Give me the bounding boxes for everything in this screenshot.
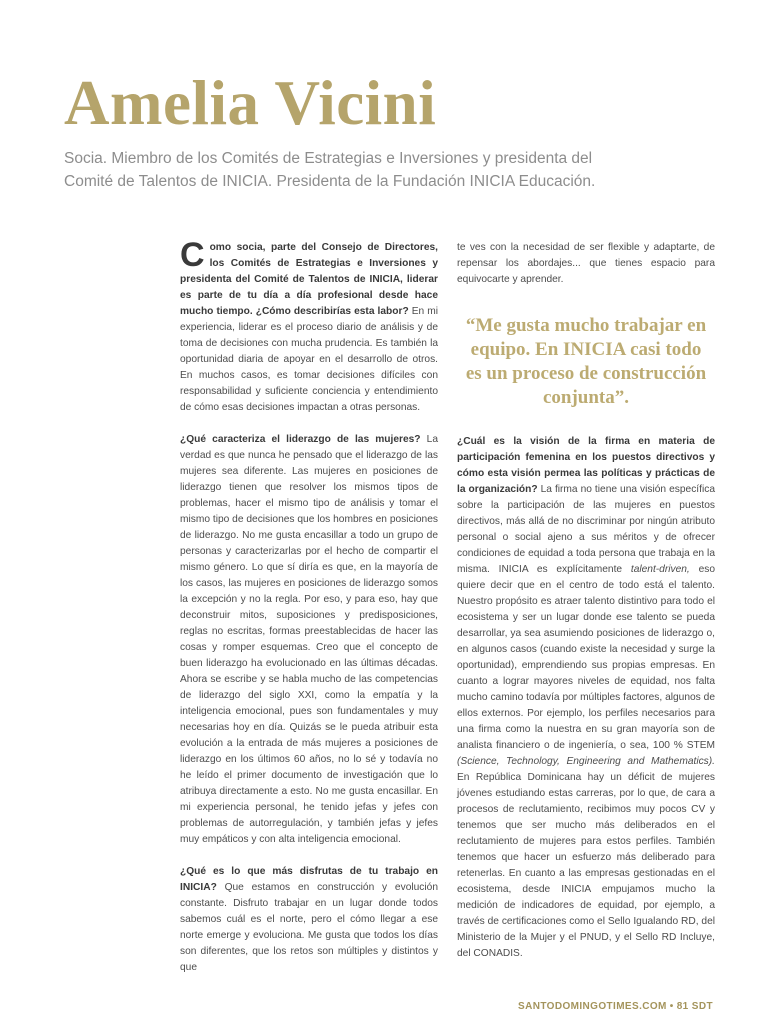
left-column bbox=[180, 236, 438, 976]
answer-4-part-1: La firma no tiene una visión específica sobre la participación de las mujeres en puestos directivos, más allá de no discriminar por ningún atributo personal o social ajeno a sus méritos y de ofrecer condiciones de equidad a toda persona que trabaja en la misma. INICIA es explícitamente bbox=[457, 484, 715, 575]
intro-question: omo socia, parte del Consejo de Directores, los Comités de Estrategias e Inversiones y presidenta del Comité de Talentos de INICIA, liderar es parte de tu día a día profesional desde hace mucho tiempo. ¿Cómo describirías esta labor? bbox=[180, 242, 438, 317]
article-subtitle: Socia. Miembro de los Comités de Estrategias e Inversiones y presidenta del Comité de Talentos de INICIA. Presidenta de la Fundación INICIA Educación. bbox=[64, 150, 596, 190]
article-body bbox=[180, 236, 715, 976]
answer-4-part-3: En República Dominicana hay un déficit de mujeres jóvenes estudiando estas carreras, por lo que, de cara a procesos de reclutamiento, recibimos muy pocos CV y tenemos que ser mucho más deliberados en el reclutamiento de mujeres para estos perfiles. También tenemos que hacer un esfuerzo más deliberado para retenerlas. En cuanto a las empresas gestionadas en el ecosistema, desde INICIA empujamos mucho la medición de indicadores de equidad, por ejemplo, a través de certificaciones como el Sello Igualando RD, del Ministerio de la Mujer y el PNUD, y el Sello RD Incluye, del CONADIS. bbox=[457, 772, 715, 959]
question-2-paragraph bbox=[180, 432, 438, 848]
question-4: ¿Cuál es la visión de la firma en materia de participación femenina en los puestos directivos y cómo esta visión permea las políticas y prácticas de la organización? bbox=[457, 436, 715, 495]
footer-page-ref: 81 SDT bbox=[676, 1001, 713, 1012]
answer-4-italic-2: (Science, Technology, Engineering and Mathematics). bbox=[457, 756, 715, 767]
answer-4-italic-1: talent-driven, bbox=[630, 564, 690, 575]
intro-answer: En mi experiencia, liderar es el proceso diario de análisis y de toma de decisiones con mucha prudencia. Es también la oportunidad diaria de apoyar en el desarrollo de otros. En muchos casos, es tomar decisiones difíciles con responsabilidad y suficiente conciencia y entendimiento de cómo esas decisiones impactan a otras personas. bbox=[180, 306, 438, 413]
question-3-paragraph bbox=[180, 864, 438, 976]
pull-quote: “Me gusta mucho trabajar en equipo. En INICIA casi todo es un proceso de construcción conjunta”. bbox=[465, 315, 707, 408]
page-title: Amelia Vicini bbox=[64, 68, 437, 138]
article-header bbox=[64, 68, 712, 193]
answer-3-continued-paragraph bbox=[457, 240, 715, 288]
drop-cap: C bbox=[180, 236, 205, 274]
footer-site: SANTODOMINGOTIMES.COM bbox=[518, 1001, 667, 1012]
question-2: ¿Qué caracteriza el liderazgo de las mujeres? bbox=[180, 434, 421, 445]
footer-separator: • bbox=[669, 1001, 674, 1012]
question-4-paragraph bbox=[457, 434, 715, 962]
answer-4-part-2: eso quiere decir que en el centro de todo está el talento. Nuestro propósito es atraer talento distintivo para todo el ecosistema y ser un lugar donde ese talento se pueda desarrollar, ya sea asumiendo posiciones de liderazgo o, en algunos casos (cuando existe la necesidad y surge la oportunidad), emprendiendo sus propias empresas. En cuanto a lograr mayores niveles de equidad, nos falta mucho camino todavía por múltiples factores, algunos de ellos externos. Por ejemplo, los perfiles necesarios para una firma como la nuestra en su gran mayoría son de analista financiero o de ingeniería, o sea, 100 % STEM bbox=[457, 564, 715, 751]
answer-3-continued: te ves con la necesidad de ser flexible y adaptarte, de repensar los abordajes... que tienes espacio para equivocarte y aprender. bbox=[457, 242, 715, 285]
intro-paragraph bbox=[180, 236, 438, 416]
answer-3-left: Que estamos en construcción y evolución constante. Disfruto trabajar en un lugar donde todos sabemos cuál es el norte, pero el cómo llegar a ese norte emerge y evoluciona. Me gusta que todos los días son diferentes, que los retos son múltiples y distintos y que bbox=[180, 882, 438, 973]
question-3: ¿Qué es lo que más disfrutas de tu trabajo en INICIA? bbox=[180, 866, 438, 893]
right-column bbox=[457, 240, 715, 976]
answer-2: La verdad es que nunca he pensado que el liderazgo de las mujeres sea diferente. Las mujeres en posiciones de liderazgo tienen que resolver los mismos tipos de problemas, hacer el mismo tipo de análisis y tomar el mismo tipo de decisiones que los hombres en posiciones de liderazgo. No me gusta encasillar a todo un grupo de personas y caracterizarlas por el hecho de compartir el mismo género. Lo que sí diría es que, en la mayoría de los casos, las mujeres en posiciones de liderazgo somos la excepción y no la regla. Por eso, y para eso, hay que deconstruir mitos, suposiciones y predisposiciones, reglas no escritas, formas preestablecidas de hacer las cosas y romper esquemas. Creo que el concepto de buen liderazgo ha evolucionado en las últimas décadas. Ahora se escribe y se habla mucho de las competencias de liderazgo del siglo XXI, como la empatía y la inteligencia emocional, pues son fundamentales y muy necesarias hoy en día. Quizás se le pueda atribuir esta evolución a la entrada de más mujeres a posiciones de liderazgo en los últimos 60 años, no lo sé y todavía no he leído el primer documento de investigación que lo atribuya directamente a esto. No me gusta encasillar. En mi experiencia personal, he tenido jefas y jefes con problemas de autorregulación, y también jefas y jefes muy empáticos y con alta inteligencia emocional. bbox=[180, 434, 438, 845]
page-footer bbox=[518, 1001, 713, 1012]
